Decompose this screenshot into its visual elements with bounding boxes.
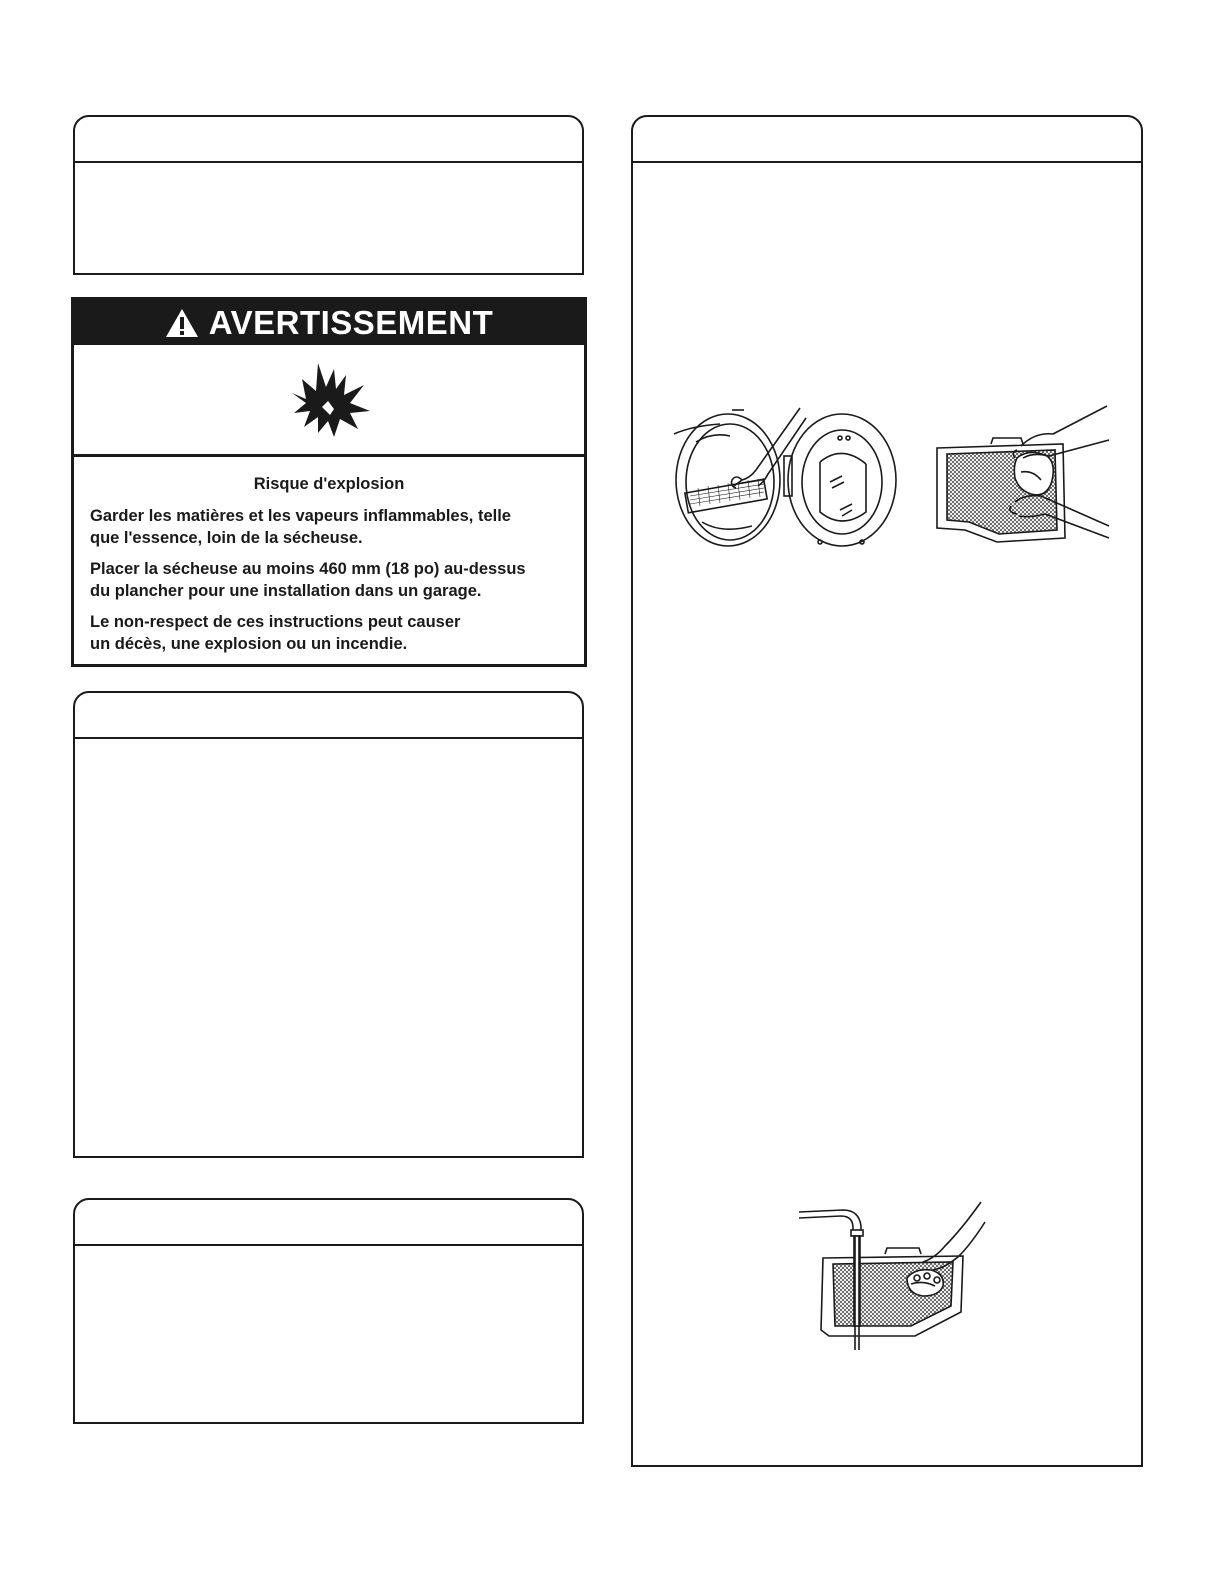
warning-paragraph-3: [90, 611, 568, 655]
warning-panel: [71, 297, 587, 667]
warning-paragraph-2-line-2: du plancher pour une installation dans un garage.: [90, 582, 482, 600]
warning-paragraph-3-line-1: Le non-respect de ces instructions peut causer: [90, 613, 461, 631]
explosion-icon: [284, 357, 374, 442]
section-box-top-left: [73, 115, 584, 275]
filter-wipe-illustration: [925, 402, 1110, 548]
section-tab-divider: [75, 161, 582, 163]
warning-symbol-area: [74, 345, 584, 457]
dryer-lint-filter-removal-illustration: [672, 402, 900, 548]
warning-paragraph-1: [90, 505, 568, 549]
warning-paragraph-2: [90, 558, 568, 602]
section-tab-divider: [633, 161, 1141, 163]
section-tab-divider: [75, 737, 582, 739]
warning-triangle-icon: [165, 308, 199, 338]
warning-paragraph-1-line-2: que l'essence, loin de la sécheuse.: [90, 529, 363, 547]
warning-paragraph-2-line-1: Placer la sécheuse au moins 460 mm (18 po) au-dessus: [90, 560, 526, 578]
warning-risk-title: Risque d'explosion: [253, 475, 405, 493]
warning-paragraph-3-line-2: un décès, une explosion ou un incendie.: [90, 635, 408, 653]
warning-header: [74, 300, 584, 345]
section-box-bottom-left: [73, 1198, 584, 1424]
section-box-middle-left: [73, 691, 584, 1158]
section-tab-divider: [75, 1244, 582, 1246]
warning-paragraph-1-line-1: Garder les matières et les vapeurs inflammables, telle: [90, 507, 511, 525]
warning-header-label: AVERTISSEMENT: [208, 303, 494, 341]
warning-body: [74, 457, 584, 655]
filter-rinse-illustration: [795, 1200, 990, 1352]
